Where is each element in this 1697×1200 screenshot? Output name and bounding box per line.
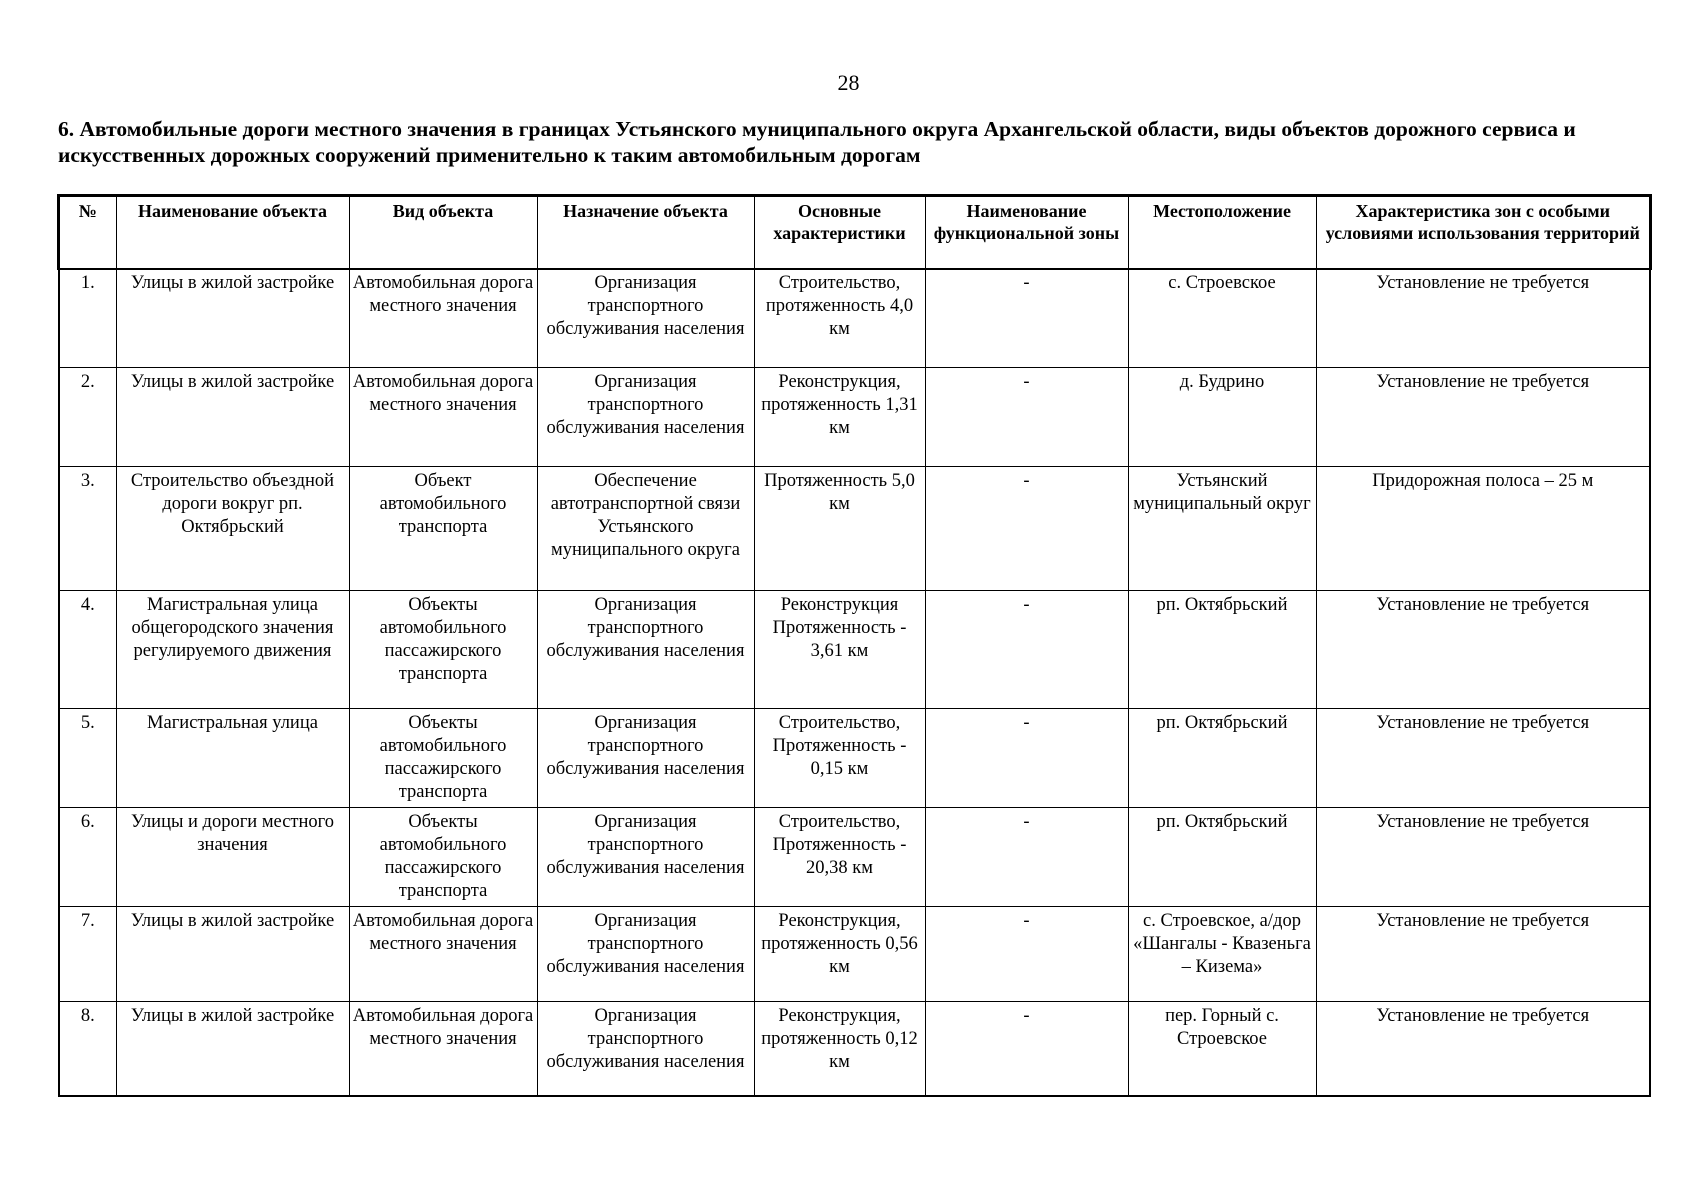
object-name-cell: Улицы в жилой застройке bbox=[116, 367, 349, 466]
functional-zone-cell: - bbox=[925, 367, 1128, 466]
row-number-cell: 1. bbox=[59, 268, 116, 367]
object-purpose-cell: Организация транспортного обслуживания населения bbox=[537, 1001, 754, 1096]
object-purpose-cell: Организация транспортного обслуживания населения bbox=[537, 268, 754, 367]
object-purpose-cell: Организация транспортного обслуживания населения bbox=[537, 708, 754, 807]
object-name-cell: Магистральная улица общегородского значения регулируемого движения bbox=[116, 590, 349, 708]
location-cell: рп. Октябрьский bbox=[1128, 708, 1316, 807]
object-purpose-cell: Организация транспортного обслуживания населения bbox=[537, 807, 754, 906]
characteristics-cell: Реконструкция, протяженность 0,56 км bbox=[754, 906, 925, 1001]
location-cell: с. Строевское bbox=[1128, 268, 1316, 367]
functional-zone-cell: - bbox=[925, 590, 1128, 708]
row-number-cell: 7. bbox=[59, 906, 116, 1001]
page-number: 28 bbox=[837, 70, 860, 95]
object-type-cell: Автомобильная дорога местного значения bbox=[349, 268, 537, 367]
object-type-cell: Автомобильная дорога местного значения bbox=[349, 906, 537, 1001]
functional-zone-cell: - bbox=[925, 906, 1128, 1001]
special-zones-cell: Установление не требуется bbox=[1316, 807, 1650, 906]
object-name-cell: Магистральная улица bbox=[116, 708, 349, 807]
location-cell: рп. Октябрьский bbox=[1128, 590, 1316, 708]
characteristics-cell: Реконструкция, протяженность 1,31 км bbox=[754, 367, 925, 466]
object-purpose-cell: Организация транспортного обслуживания населения bbox=[537, 906, 754, 1001]
object-type-cell: Объект автомобильного транспорта bbox=[349, 466, 537, 590]
characteristics-cell: Протяженность 5,0 км bbox=[754, 466, 925, 590]
location-cell: рп. Октябрьский bbox=[1128, 807, 1316, 906]
road-objects-table bbox=[58, 195, 1651, 1097]
special-zones-cell: Установление не требуется bbox=[1316, 1001, 1650, 1096]
characteristics-cell: Реконструкция, протяженность 0,12 км bbox=[754, 1001, 925, 1096]
object-purpose-cell: Организация транспортного обслуживания населения bbox=[537, 590, 754, 708]
row-number-cell: 8. bbox=[59, 1001, 116, 1096]
special-zones-cell: Установление не требуется bbox=[1316, 367, 1650, 466]
special-zones-cell: Установление не требуется bbox=[1316, 708, 1650, 807]
functional-zone-cell: - bbox=[925, 708, 1128, 807]
table-header-row bbox=[59, 196, 1650, 268]
header-cell: Вид объекта bbox=[349, 196, 537, 268]
object-name-cell: Улицы в жилой застройке bbox=[116, 268, 349, 367]
special-zones-cell: Установление не требуется bbox=[1316, 268, 1650, 367]
object-purpose-cell: Обеспечение автотранспортной связи Устьянского муниципального округа bbox=[537, 466, 754, 590]
object-purpose-cell: Организация транспортного обслуживания населения bbox=[537, 367, 754, 466]
characteristics-cell: Строительство, Протяженность - 20,38 км bbox=[754, 807, 925, 906]
special-zones-cell: Установление не требуется bbox=[1316, 906, 1650, 1001]
location-cell: д. Будрино bbox=[1128, 367, 1316, 466]
object-type-cell: Автомобильная дорога местного значения bbox=[349, 367, 537, 466]
functional-zone-cell: - bbox=[925, 807, 1128, 906]
row-number-cell: 4. bbox=[59, 590, 116, 708]
object-type-cell: Автомобильная дорога местного значения bbox=[349, 1001, 537, 1096]
location-cell: пер. Горный с. Строевское bbox=[1128, 1001, 1316, 1096]
row-number-cell: 3. bbox=[59, 466, 116, 590]
characteristics-cell: Реконструкция Протяженность - 3,61 км bbox=[754, 590, 925, 708]
row-number-cell: 2. bbox=[59, 367, 116, 466]
special-zones-cell: Придорожная полоса – 25 м bbox=[1316, 466, 1650, 590]
table-row bbox=[59, 708, 1650, 807]
table-row bbox=[59, 590, 1650, 708]
header-cell: Местоположение bbox=[1128, 196, 1316, 268]
object-type-cell: Объекты автомобильного пассажирского транспорта bbox=[349, 807, 537, 906]
functional-zone-cell: - bbox=[925, 268, 1128, 367]
object-type-cell: Объекты автомобильного пассажирского транспорта bbox=[349, 708, 537, 807]
object-name-cell: Строительство объездной дороги вокруг рп. Октябрьский bbox=[116, 466, 349, 590]
table-row bbox=[59, 466, 1650, 590]
location-cell: с. Строевское, а/дор «Шангалы - Квазеньга – Кизема» bbox=[1128, 906, 1316, 1001]
table-row bbox=[59, 807, 1650, 906]
section-heading: 6. Автомобильные дороги местного значения в границах Устьянского муниципального округа Архангельской области, виды объектов дорожного сервиса и искусственных дорожных сооружений применительно к таким автомобильным дорогам bbox=[58, 117, 1576, 167]
object-name-cell: Улицы в жилой застройке bbox=[116, 906, 349, 1001]
header-cell: Наименование объекта bbox=[116, 196, 349, 268]
row-number-cell: 5. bbox=[59, 708, 116, 807]
table-row bbox=[59, 367, 1650, 466]
object-type-cell: Объекты автомобильного пассажирского транспорта bbox=[349, 590, 537, 708]
header-cell: Характеристика зон с особыми условиями использования территорий bbox=[1316, 196, 1650, 268]
header-cell: Основные характеристики bbox=[754, 196, 925, 268]
header-cell: Назначение объекта bbox=[537, 196, 754, 268]
table-row bbox=[59, 268, 1650, 367]
header-cell: № bbox=[59, 196, 116, 268]
row-number-cell: 6. bbox=[59, 807, 116, 906]
object-name-cell: Улицы и дороги местного значения bbox=[116, 807, 349, 906]
special-zones-cell: Установление не требуется bbox=[1316, 590, 1650, 708]
functional-zone-cell: - bbox=[925, 466, 1128, 590]
characteristics-cell: Строительство, Протяженность - 0,15 км bbox=[754, 708, 925, 807]
header-cell: Наименование функциональной зоны bbox=[925, 196, 1128, 268]
functional-zone-cell: - bbox=[925, 1001, 1128, 1096]
table-row bbox=[59, 906, 1650, 1001]
object-name-cell: Улицы в жилой застройке bbox=[116, 1001, 349, 1096]
characteristics-cell: Строительство, протяженность 4,0 км bbox=[754, 268, 925, 367]
table-row bbox=[59, 1001, 1650, 1096]
location-cell: Устьянский муниципальный округ bbox=[1128, 466, 1316, 590]
